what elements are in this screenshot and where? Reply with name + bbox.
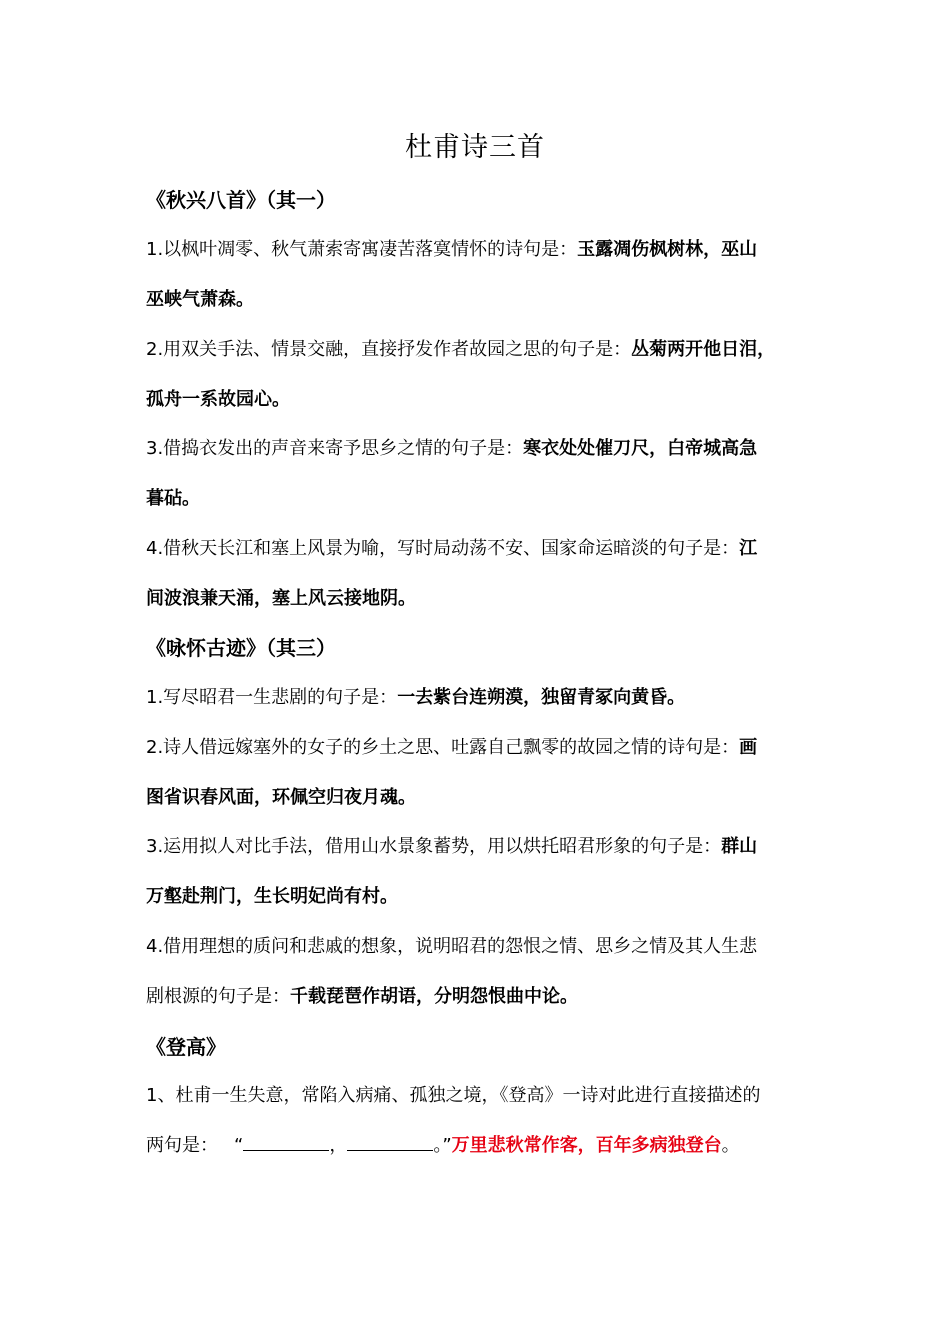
close-quote: 。” bbox=[433, 1135, 452, 1156]
answer-text: 江 bbox=[739, 538, 758, 559]
period: 。 bbox=[721, 1135, 740, 1156]
answer-text: 图省识春风面，环佩空归夜月魂。 bbox=[146, 787, 416, 808]
question-text: 3.运用拟人对比手法，借用山水景象蓄势，用以烘托昭君形象的句子是： bbox=[146, 836, 722, 857]
question-text: 1.写尽昭君一生悲剧的句子是： bbox=[146, 687, 398, 708]
answer-text: 一去紫台连朔漠，独留青冢向黄昏。 bbox=[397, 687, 686, 708]
answer-text: 丛菊两开他日泪， bbox=[631, 339, 776, 360]
question-text: 两句是： bbox=[146, 1135, 218, 1156]
question-item bbox=[146, 723, 816, 823]
question-text: 2.用双关手法、情景交融，直接抒发作者故园之思的句子是： bbox=[146, 339, 632, 360]
answer-text: 寒衣处处催刀尺，白帝城高急 bbox=[523, 438, 758, 459]
question-text: 1.以枫叶凋零、秋气萧索寄寓凄苦落寞情怀的诗句是： bbox=[146, 239, 578, 260]
fill-blank[interactable] bbox=[243, 1130, 329, 1151]
question-item bbox=[146, 325, 816, 425]
page-title: 杜甫诗三首 bbox=[405, 132, 545, 163]
open-quote: “ bbox=[234, 1135, 244, 1156]
question-text: 3.借捣衣发出的声音来寄予思乡之情的句子是： bbox=[146, 438, 524, 459]
question-text: 1、杜甫一生失意，常陷入病痛、孤独之境，《登高》一诗对此进行直接描述的 bbox=[146, 1085, 761, 1106]
answer-text: 暮砧。 bbox=[146, 488, 200, 509]
section-heading-qiuxing: 《秋兴八首》（其一） bbox=[146, 188, 336, 212]
answer-text: 玉露凋伤枫树林，巫山 bbox=[577, 239, 758, 260]
section-heading-yonghuai: 《咏怀古迹》（其三） bbox=[146, 636, 336, 660]
separator: ， bbox=[329, 1135, 348, 1156]
question-item bbox=[146, 424, 816, 524]
section-heading-denggao: 《登高》 bbox=[146, 1035, 226, 1059]
question-item bbox=[146, 822, 816, 922]
answer-text: 画 bbox=[739, 737, 758, 758]
question-text: 2.诗人借远嫁塞外的女子的乡土之思、吐露自己飘零的故园之情的诗句是： bbox=[146, 737, 740, 758]
answer-text: 万壑赴荆门，生长明妃尚有村。 bbox=[146, 886, 398, 907]
question-item bbox=[146, 922, 816, 1022]
answer-text-red: 万里悲秋常作客，百年多病独登台 bbox=[451, 1135, 722, 1156]
answer-text: 孤舟一系故园心。 bbox=[146, 389, 290, 410]
question-text: 4.借秋天长江和塞上风景为喻，写时局动荡不安、国家命运暗淡的句子是： bbox=[146, 538, 740, 559]
question-text: 剧根源的句子是： bbox=[146, 986, 290, 1007]
answer-text: 巫峡气萧森。 bbox=[146, 289, 254, 310]
question-item bbox=[146, 673, 816, 723]
question-item bbox=[146, 524, 816, 624]
question-item bbox=[146, 1071, 816, 1171]
answer-text: 千载琵琶作胡语，分明怨恨曲中论。 bbox=[290, 986, 578, 1007]
fill-blank[interactable] bbox=[347, 1130, 433, 1151]
answer-text: 群山 bbox=[721, 836, 758, 857]
question-text: 4.借用理想的质问和悲戚的想象，说明昭君的怨恨之情、思乡之情及其人生悲 bbox=[146, 936, 758, 957]
question-item bbox=[146, 225, 816, 325]
answer-text: 间波浪兼天涌，塞上风云接地阴。 bbox=[146, 588, 416, 609]
